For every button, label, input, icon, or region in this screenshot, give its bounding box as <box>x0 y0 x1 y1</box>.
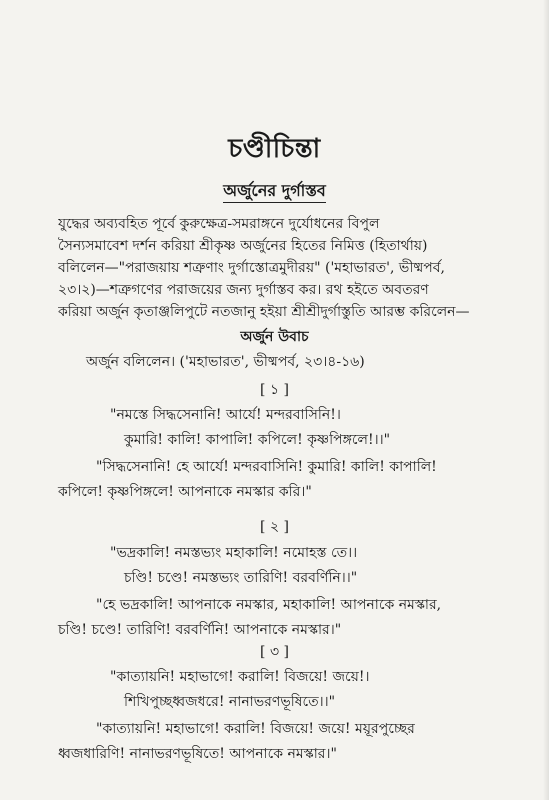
verse-translation-line: "সিদ্ধসেনানি! হে আর্যে! মন্দরবাসিনি! কুমারি! কালি! কাপালি! <box>96 459 437 475</box>
intro-line: বলিলেন—"পরাজয়ায় শত্রুণাং দুর্গাস্তোত্রমুদীরয়" ('মহাভারত', ভীষ্মপর্ব, <box>58 260 446 276</box>
speaker-reference: অর্জুন বলিলেন। ('মহাভারত', ভীষ্মপর্ব, ২৩।৪-১৬) <box>86 354 365 370</box>
verse-translation-line: "হে ভদ্রকালি! আপনাকে নমস্কার, মহাকালি! আপনাকে নমস্কার, <box>96 597 442 613</box>
verse-translation-line: ধ্বজধারিণি! নানাভরণভূষিতে! আপনাকে নমস্কার।" <box>58 746 337 762</box>
verse-sanskrit-line: "নমস্তে সিদ্ধসেনানি! আর্যে! মন্দরবাসিনি!। <box>110 407 341 423</box>
intro-line: ২৩।২)—শত্রুগণের পরাজয়ের জন্য দুর্গাস্তব কর। রথ হইতে অবতরণ <box>58 282 429 298</box>
verse-sanskrit-line: শিখিপুচ্ছধ্বজধরে! নানাভরণভূষিতে।।" <box>124 694 336 710</box>
verse-translation-line: চণ্ডি! চণ্ডে! তারিণি! বরবর্ণিনি! আপনাকে নমস্কার।" <box>58 622 342 638</box>
verse-sanskrit-line: চণ্ডি! চণ্ডে! নমস্তভ্যং তারিণি! বরবর্ণিনি।।" <box>124 570 358 586</box>
verse-number: [ ২ ] <box>260 519 289 535</box>
speaker-heading: অর্জুন উবাচ <box>240 329 309 345</box>
verse-translation-line: "কাত্যায়নি! মহাভাগে! করালি! বিজয়ে! জয়ে! ময়ূরপুচ্ছের <box>96 721 415 737</box>
section-subtitle-text: অর্জুনের দুর্গাস্তব <box>223 181 325 203</box>
intro-line: সৈন্যসমাবেশ দর্শন করিয়া শ্রীকৃষ্ণ অর্জুনের হিতের নিমিত্ত (হিতার্থায়) <box>58 238 428 254</box>
section-subtitle <box>0 178 549 205</box>
verse-number: [ ১ ] <box>260 382 289 398</box>
verse-sanskrit-line: "কাত্যায়নি! মহাভাগে! করালি! বিজয়ে! জয়ে!। <box>110 669 370 685</box>
verse-sanskrit-line: কুমারি! কালি! কাপালি! কপিলে! কৃষ্ণপিঙ্গলে!।।" <box>124 432 391 448</box>
intro-line: যুদ্ধের অব্যবহিত পূর্বে কুরুক্ষেত্র-সমরাঙ্গনে দুর্যোধনের বিপুল <box>58 216 380 232</box>
verse-translation-line: কপিলে! কৃষ্ণপিঙ্গলে! আপনাকে নমস্কার করি।" <box>58 484 312 500</box>
verse-sanskrit-line: "ভদ্রকালি! নমস্তভ্যং মহাকালি! নমোহস্ত তে।। <box>110 545 358 561</box>
verse-number: [ ৩ ] <box>260 644 289 660</box>
intro-paragraph <box>58 213 510 323</box>
intro-line: করিয়া অর্জুন কৃতাঞ্জলিপুটে নতজানু হইয়া শ্রীশ্রীদুর্গাস্তুতি আরম্ভ করিলেন— <box>58 304 470 320</box>
chapter-title: চণ্ডীচিন্তা <box>228 134 321 164</box>
